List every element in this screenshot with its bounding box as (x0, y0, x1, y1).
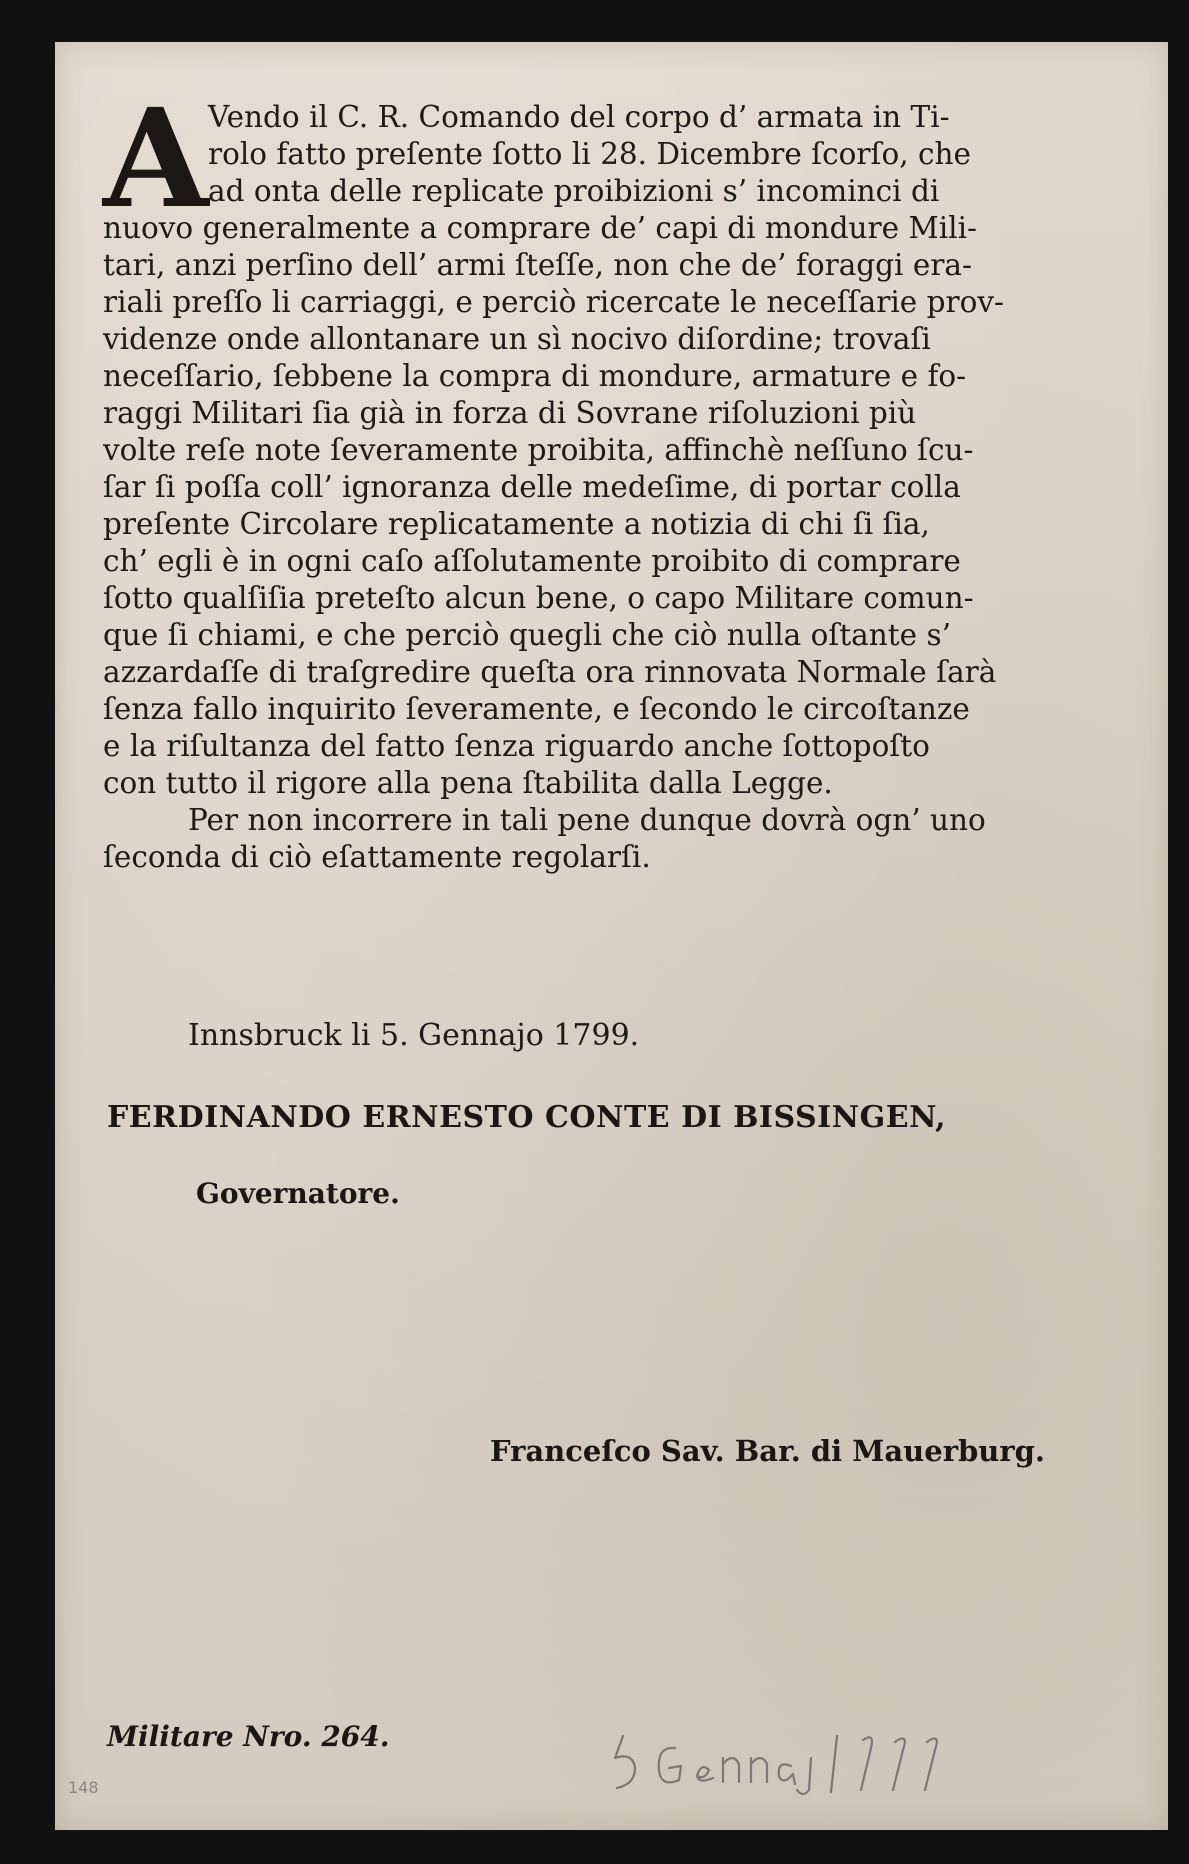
drop-cap: A (103, 79, 209, 239)
body-line: que ſi chiami, e che perciò quegli che ciò nulla oſtante s’ (103, 618, 951, 652)
signer-name: FERDINANDO ERNESTO CONTE DI BISSINGEN, (107, 1100, 947, 1135)
document-reference: Militare Nro. 264. (107, 1720, 390, 1753)
proclamation-body (103, 79, 1123, 876)
body-line: nuovo generalmente a comprare de’ capi di mondure Mili- (103, 211, 977, 245)
body-line: riali preſſo li carriaggi, e perciò ricercate le neceſſarie prov- (103, 285, 1005, 319)
body-line: con tutto il rigore alla pena ſtabilita dalla Legge. (103, 766, 833, 800)
body-line: ch’ egli è in ogni caſo aſſolutamente proibito di comprare (103, 544, 961, 578)
date-line: Innsbruck li 5. Gennajo 1799. (188, 1018, 640, 1053)
body-line: raggi Militari ſia già in forza di Sovrane riſoluzioni più (103, 396, 917, 430)
body-line: ſotto qualſiſia preteſto alcun bene, o capo Militare comun- (103, 581, 974, 615)
body-line: Vendo il C. R. Comando del corpo d’ armata in Ti- (208, 100, 950, 134)
handwritten-date-icon (605, 1718, 1125, 1798)
body-line: ad onta delle replicate proibizioni s’ incominci di (208, 174, 940, 208)
body-line: ſenza fallo inquirito ſeveramente, e ſecondo le circoſtanze (103, 692, 970, 726)
body-line: volte reſe note ſeveramente proibita, affinchè neſſuno ſcu- (103, 433, 974, 467)
body-line: e la riſultanza del fatto ſenza riguardo anche ſottopoſto (103, 729, 930, 763)
body-line: ſar ſi poſſa coll’ ignoranza delle medeſime, di portar colla (103, 470, 961, 504)
body-line: azzardaſſe di traſgredire queſta ora rinnovata Normale ſarà (103, 655, 997, 689)
body-line: preſente Circolare replicatamente a notizia di chi ſi ſia, (103, 507, 930, 541)
body-line: ſeconda di ciò eſattamente regolarſi. (103, 840, 651, 874)
body-line: videnze onde allontanare un sì nocivo diſordine; trovaſi (103, 322, 931, 356)
signer-role: Governatore. (196, 1177, 400, 1210)
body-line: rolo fatto preſente ſotto li 28. Dicembre ſcorſo, che (208, 137, 971, 171)
body-line: tari, anzi perſino dell’ armi ſteſſe, non che de’ foraggi era- (103, 248, 972, 282)
countersigner-name: Franceſco Sav. Bar. di Mauerburg. (490, 1434, 1045, 1468)
body-line: neceſſario, ſebbene la compra di mondure, armature e fo- (103, 359, 967, 393)
pencil-note: 148 (68, 1778, 99, 1797)
body-line: Per non incorrere in tali pene dunque dovrà ogn’ uno (188, 803, 986, 837)
